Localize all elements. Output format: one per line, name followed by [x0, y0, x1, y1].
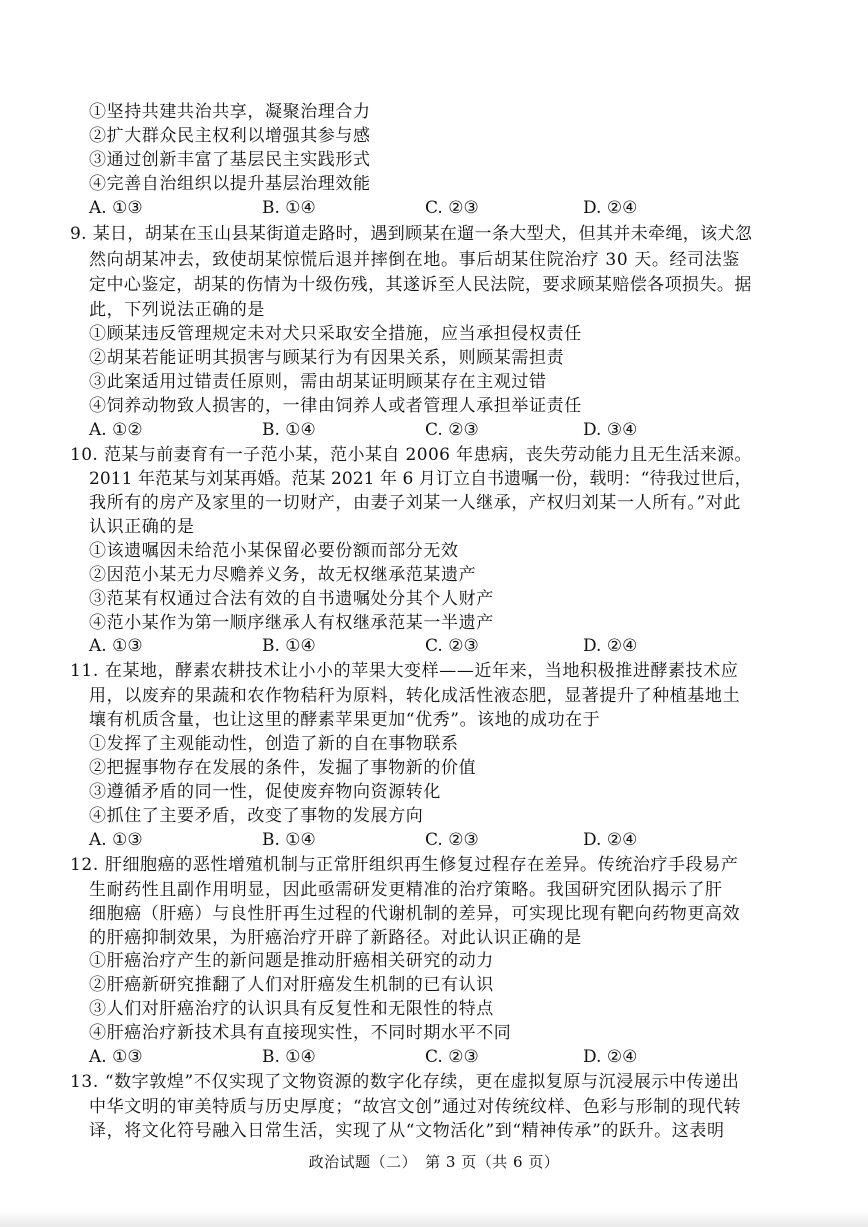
q8-option-b: B. ①④ — [262, 198, 316, 218]
q11-option-d: D. ②④ — [583, 830, 638, 850]
q8-options — [0, 196, 868, 220]
q10-item-1: ①该遗嘱因未给范小某保留必要份额而部分无效 — [89, 541, 459, 561]
scan-edge-shadow — [0, 1210, 868, 1227]
q10-option-c: C. ②③ — [425, 636, 479, 656]
q11-stem-line: 壤有机质含量，也让这里的酵素苹果更加“优秀”。该地的成功在于 — [89, 710, 601, 730]
q8-option-d: D. ②④ — [583, 198, 638, 218]
q8-option-c: C. ②③ — [425, 198, 479, 218]
q9-stem-line: 定中心鉴定，胡某的伤情为十级伤残，其遂诉至人民法院，要求顾某赔偿各项损失。据 — [89, 275, 752, 295]
q12-item-4: ④肝癌治疗新技术具有直接现实性，不同时期水平不同 — [89, 1023, 512, 1043]
q11-option-b: B. ①④ — [262, 830, 316, 850]
q10-stem-line: 10. 范某与前妻育有一子范小某，范小某自 2006 年患病，丧失劳动能力且无生活来源。 — [70, 445, 752, 465]
q12-stem-line: 生耐药性且副作用明显，因此亟需研发更精准的治疗策略。我国研究团队揭示了肝 — [89, 880, 723, 900]
q9-option-a: A. ①② — [89, 420, 143, 440]
q9-item-4: ④饲养动物致人损害的，一律由饲养人或者管理人承担举证责任 — [89, 396, 582, 416]
q12-option-d: D. ②④ — [583, 1047, 638, 1067]
q10-item-4: ④范小某作为第一顺序继承人有权继承范某一半遗产 — [89, 613, 494, 633]
q10-options — [0, 634, 868, 658]
q10-option-a: A. ①③ — [89, 636, 143, 656]
q8-option-a: A. ①③ — [89, 198, 143, 218]
q12-option-b: B. ①④ — [262, 1047, 316, 1067]
q9-stem-line: 9. 某日，胡某在玉山县某街道走路时，遇到顾某在遛一条大型犬，但其并未牵绳，该犬忽 — [70, 224, 753, 244]
q12-stem-line: 细胞癌（肝癌）与良性肝再生过程的代谢机制的差异，可实现比现有靶向药物更高效 — [89, 904, 741, 924]
q9-stem-line: 然向胡某冲去，致使胡某惊慌后退并摔倒在地。事后胡某住院治疗 30 天。经司法鉴 — [89, 250, 740, 270]
q12-stem-line: 的肝癌抑制效果，为肝癌治疗开辟了新路径。对此认识正确的是 — [89, 928, 582, 948]
q11-item-2: ②把握事物存在发展的条件，发掘了事物新的价值 — [89, 758, 477, 778]
q11-item-3: ③遵循矛盾的同一性，促使废弃物向资源转化 — [89, 782, 441, 802]
q13-stem-line: 译，将文化符号融入日常生活，实现了从“文物活化”到“精神传承”的跃升。这表明 — [89, 1121, 725, 1141]
q12-option-c: C. ②③ — [425, 1047, 479, 1067]
q12-item-1: ①肝癌治疗产生的新问题是推动肝癌相关研究的动力 — [89, 951, 494, 971]
q9-options — [0, 418, 868, 442]
q11-option-c: C. ②③ — [425, 830, 479, 850]
q9-option-c: C. ②③ — [425, 420, 479, 440]
q9-option-b: B. ①④ — [262, 420, 316, 440]
q13-stem-line: 中华文明的审美特质与历史厚度；“故宫文创”通过对传统纹样、色彩与形制的现代转 — [89, 1097, 742, 1117]
q9-stem-line: 此，下列说法正确的是 — [89, 300, 265, 320]
q10-option-d: D. ②④ — [583, 636, 638, 656]
q9-item-3: ③此案适用过错责任原则，需由胡某证明顾某存在主观过错 — [89, 372, 547, 392]
q10-stem-line: 2011 年范某与刘某再婚。范某 2021 年 6 月订立自书遗嘱一份，载明：“待我过世后， — [89, 469, 752, 489]
q12-stem-line: 12. 肝细胞癌的恶性增殖机制与正常肝组织再生修复过程存在差异。传统治疗手段易产 — [70, 855, 739, 875]
q12-item-2: ②肝癌新研究推翻了人们对肝癌发生机制的已有认识 — [89, 975, 494, 995]
q9-option-d: D. ③④ — [583, 420, 638, 440]
page-footer: 政治试题（二） 第 3 页（共 6 页） — [308, 1153, 560, 1171]
q8-item-4: ④完善自治组织以提升基层治理效能 — [89, 174, 371, 194]
q11-item-4: ④抓住了主要矛盾，改变了事物的发展方向 — [89, 806, 424, 826]
q11-item-1: ①发挥了主观能动性，创造了新的自在事物联系 — [89, 734, 459, 754]
q13-stem-line: 13. “数字敦煌”不仅实现了文物资源的数字化存续，更在虚拟复原与沉浸展示中传递出 — [70, 1072, 740, 1092]
q9-item-1: ①顾某违反管理规定未对犬只采取安全措施，应当承担侵权责任 — [89, 324, 582, 344]
q10-option-b: B. ①④ — [262, 636, 316, 656]
q8-item-2: ②扩大群众民主权利以增强其参与感 — [89, 126, 371, 146]
q11-option-a: A. ①③ — [89, 830, 143, 850]
q11-stem-line: 用，以废弃的果蔬和农作物秸秆为原料，转化成活性液态肥，显著提升了种植基地土 — [89, 686, 741, 706]
q10-stem-line: 我所有的房产及家里的一切财产，由妻子刘某一人继承，产权归刘某一人所有。”对此 — [89, 493, 741, 513]
q11-options — [0, 828, 868, 852]
q8-item-1: ①坚持共建共治共享，凝聚治理合力 — [89, 102, 371, 122]
q10-item-2: ②因范小某无力尽赡养义务，故无权继承范某遗产 — [89, 565, 477, 585]
q8-item-3: ③通过创新丰富了基层民主实践形式 — [89, 150, 371, 170]
q12-item-3: ③人们对肝癌治疗的认识具有反复性和无限性的特点 — [89, 999, 494, 1019]
q11-stem-line: 11. 在某地，酵素农耕技术让小小的苹果大变样——近年来，当地积极推进酵素技术应 — [70, 661, 739, 681]
q9-item-2: ②胡某若能证明其损害与顾某行为有因果关系，则顾某需担责 — [89, 348, 565, 368]
q12-option-a: A. ①③ — [89, 1047, 143, 1067]
q10-stem-line: 认识正确的是 — [89, 517, 195, 537]
q10-item-3: ③范某有权通过合法有效的自书遗嘱处分其个人财产 — [89, 589, 494, 609]
q12-options — [0, 1045, 868, 1069]
